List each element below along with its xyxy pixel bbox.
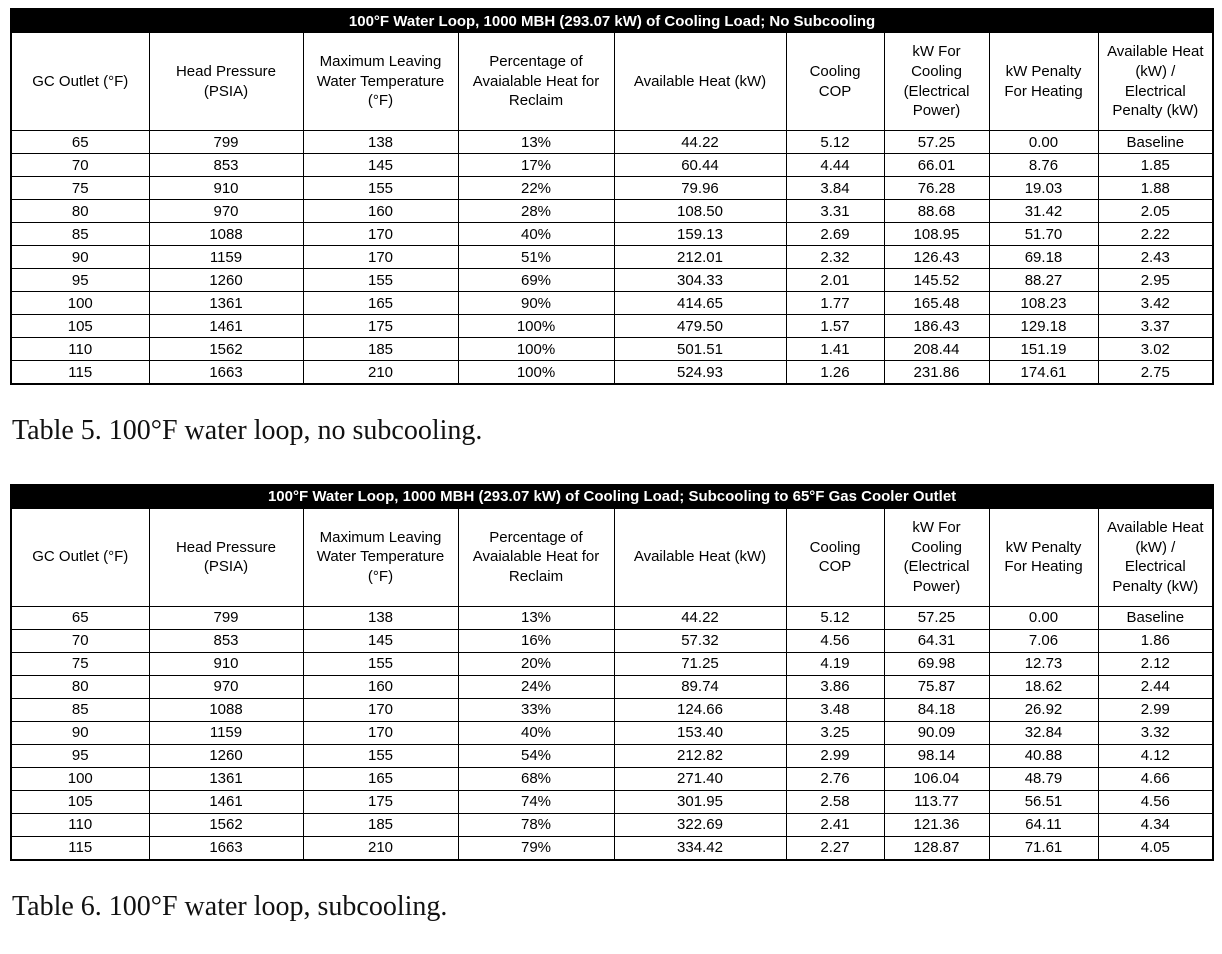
table-cell: 3.02 xyxy=(1098,338,1213,361)
table-cell: 175 xyxy=(303,790,458,813)
table-cell: 75 xyxy=(11,177,149,200)
table-row xyxy=(11,744,1213,767)
table-row xyxy=(11,767,1213,790)
column-header: GC Outlet (°F) xyxy=(11,33,149,131)
table-cell: 100 xyxy=(11,767,149,790)
table-cell: 4.66 xyxy=(1098,767,1213,790)
table-cell: 2.99 xyxy=(786,744,884,767)
table-cell: 1088 xyxy=(149,223,303,246)
table-cell: 16% xyxy=(458,629,614,652)
table-cell: 40.88 xyxy=(989,744,1098,767)
table-cell: 2.12 xyxy=(1098,652,1213,675)
table-cell: 1663 xyxy=(149,361,303,385)
table-cell: 1663 xyxy=(149,836,303,860)
table-row xyxy=(11,813,1213,836)
table-cell: 1361 xyxy=(149,292,303,315)
table-cell: 853 xyxy=(149,629,303,652)
table-cell: 17% xyxy=(458,154,614,177)
table-cell: 8.76 xyxy=(989,154,1098,177)
table-cell: 85 xyxy=(11,223,149,246)
table-row xyxy=(11,606,1213,629)
table-cell: 4.19 xyxy=(786,652,884,675)
table-row xyxy=(11,338,1213,361)
table-cell: 304.33 xyxy=(614,269,786,292)
table-cell: 1.88 xyxy=(1098,177,1213,200)
table-cell: 170 xyxy=(303,223,458,246)
table-row xyxy=(11,675,1213,698)
table-cell: 64.11 xyxy=(989,813,1098,836)
table-cell: 105 xyxy=(11,315,149,338)
table-cell: 4.12 xyxy=(1098,744,1213,767)
table-cell: 160 xyxy=(303,675,458,698)
table-cell: 138 xyxy=(303,131,458,154)
table-row xyxy=(11,200,1213,223)
column-header: Available Heat (kW) / Electrical Penalty (kW) xyxy=(1098,508,1213,606)
table-cell: 22% xyxy=(458,177,614,200)
table-cell: 2.99 xyxy=(1098,698,1213,721)
column-header: Cooling COP xyxy=(786,33,884,131)
table-cell: 3.86 xyxy=(786,675,884,698)
table-cell: 57.25 xyxy=(884,606,989,629)
column-header: Available Heat (kW) xyxy=(614,508,786,606)
table-cell: 76.28 xyxy=(884,177,989,200)
table-cell: 124.66 xyxy=(614,698,786,721)
table-cell: 88.68 xyxy=(884,200,989,223)
table-cell: 108.23 xyxy=(989,292,1098,315)
table-cell: 70 xyxy=(11,629,149,652)
table-cell: 54% xyxy=(458,744,614,767)
table-cell: 155 xyxy=(303,652,458,675)
table-cell: 66.01 xyxy=(884,154,989,177)
table-cell: 155 xyxy=(303,177,458,200)
table-cell: 105 xyxy=(11,790,149,813)
table-cell: 108.50 xyxy=(614,200,786,223)
table-cell: 0.00 xyxy=(989,131,1098,154)
table-cell: 90% xyxy=(458,292,614,315)
column-header: kW For Cooling (Electrical Power) xyxy=(884,33,989,131)
table-cell: 56.51 xyxy=(989,790,1098,813)
table-cell: 74% xyxy=(458,790,614,813)
table-cell: 80 xyxy=(11,675,149,698)
table-cell: 7.06 xyxy=(989,629,1098,652)
table-cell: 170 xyxy=(303,246,458,269)
table-6 xyxy=(10,484,1214,861)
column-header: Maximum Leaving Water Temperature (°F) xyxy=(303,33,458,131)
table-cell: 210 xyxy=(303,361,458,385)
table-6-body xyxy=(11,606,1213,860)
table-5-head xyxy=(11,9,1213,131)
column-header: Cooling COP xyxy=(786,508,884,606)
table-cell: 100 xyxy=(11,292,149,315)
table-cell: 113.77 xyxy=(884,790,989,813)
table-cell: 910 xyxy=(149,177,303,200)
table-cell: Baseline xyxy=(1098,131,1213,154)
table-cell: 75 xyxy=(11,652,149,675)
table-cell: 155 xyxy=(303,269,458,292)
table-cell: 2.69 xyxy=(786,223,884,246)
table-cell: 165 xyxy=(303,292,458,315)
table-6-head xyxy=(11,485,1213,607)
table-cell: 970 xyxy=(149,200,303,223)
table-cell: 68% xyxy=(458,767,614,790)
table-cell: 159.13 xyxy=(614,223,786,246)
table-cell: 165 xyxy=(303,767,458,790)
table-cell: 145.52 xyxy=(884,269,989,292)
table-cell: 138 xyxy=(303,606,458,629)
table-row xyxy=(11,698,1213,721)
table-cell: 115 xyxy=(11,361,149,385)
table-cell: 5.12 xyxy=(786,131,884,154)
table-cell: 208.44 xyxy=(884,338,989,361)
table-cell: 2.43 xyxy=(1098,246,1213,269)
table-row xyxy=(11,269,1213,292)
table-cell: 160 xyxy=(303,200,458,223)
table-cell: 5.12 xyxy=(786,606,884,629)
table-cell: 79% xyxy=(458,836,614,860)
table-cell: 108.95 xyxy=(884,223,989,246)
table-5-caption: Table 5. 100°F water loop, no subcooling. xyxy=(12,415,483,446)
table-cell: 322.69 xyxy=(614,813,786,836)
table6-section xyxy=(10,484,1212,923)
table-cell: 212.01 xyxy=(614,246,786,269)
table-cell: 28% xyxy=(458,200,614,223)
table-row xyxy=(11,154,1213,177)
table-cell: 799 xyxy=(149,606,303,629)
table-cell: 2.22 xyxy=(1098,223,1213,246)
table-cell: 78% xyxy=(458,813,614,836)
table-cell: 48.79 xyxy=(989,767,1098,790)
table-cell: 151.19 xyxy=(989,338,1098,361)
table-cell: 170 xyxy=(303,698,458,721)
table-cell: 57.25 xyxy=(884,131,989,154)
table-cell: 1.85 xyxy=(1098,154,1213,177)
table-cell: 71.61 xyxy=(989,836,1098,860)
table-cell: 95 xyxy=(11,269,149,292)
table-cell: 1562 xyxy=(149,338,303,361)
table-cell: 69% xyxy=(458,269,614,292)
table-cell: 2.75 xyxy=(1098,361,1213,385)
table-cell: 4.05 xyxy=(1098,836,1213,860)
table-cell: 89.74 xyxy=(614,675,786,698)
table-cell: 271.40 xyxy=(614,767,786,790)
table-cell: 186.43 xyxy=(884,315,989,338)
table-cell: 24% xyxy=(458,675,614,698)
table-cell: 90 xyxy=(11,721,149,744)
column-header: Available Heat (kW) xyxy=(614,33,786,131)
table-cell: 80 xyxy=(11,200,149,223)
table-cell: 2.05 xyxy=(1098,200,1213,223)
table-cell: 165.48 xyxy=(884,292,989,315)
column-header: Head Pressure (PSIA) xyxy=(149,33,303,131)
table-row xyxy=(11,223,1213,246)
table-cell: 970 xyxy=(149,675,303,698)
table-cell: 26.92 xyxy=(989,698,1098,721)
table-cell: 212.82 xyxy=(614,744,786,767)
table-row xyxy=(11,315,1213,338)
table-cell: 70 xyxy=(11,154,149,177)
table-cell: 3.84 xyxy=(786,177,884,200)
table-cell: 79.96 xyxy=(614,177,786,200)
table-cell: 71.25 xyxy=(614,652,786,675)
table-cell: 1260 xyxy=(149,744,303,767)
table-cell: 1.57 xyxy=(786,315,884,338)
table-cell: 129.18 xyxy=(989,315,1098,338)
table-cell: 65 xyxy=(11,131,149,154)
column-header: Maximum Leaving Water Temperature (°F) xyxy=(303,508,458,606)
table-cell: 3.31 xyxy=(786,200,884,223)
table-cell: 1.26 xyxy=(786,361,884,385)
table-row xyxy=(11,131,1213,154)
table-cell: 100% xyxy=(458,338,614,361)
table-cell: 155 xyxy=(303,744,458,767)
table-cell: 121.36 xyxy=(884,813,989,836)
table-5 xyxy=(10,8,1214,385)
table-cell: 88.27 xyxy=(989,269,1098,292)
table-cell: 44.22 xyxy=(614,606,786,629)
table-cell: 4.56 xyxy=(1098,790,1213,813)
table-cell: 44.22 xyxy=(614,131,786,154)
table-cell: 185 xyxy=(303,813,458,836)
table-cell: 31.42 xyxy=(989,200,1098,223)
table-cell: 4.44 xyxy=(786,154,884,177)
table-cell: 524.93 xyxy=(614,361,786,385)
table-row xyxy=(11,292,1213,315)
table-cell: 19.03 xyxy=(989,177,1098,200)
table-cell: 18.62 xyxy=(989,675,1098,698)
table-cell: 64.31 xyxy=(884,629,989,652)
table-cell: 3.32 xyxy=(1098,721,1213,744)
table-cell: 501.51 xyxy=(614,338,786,361)
table-cell: 799 xyxy=(149,131,303,154)
table-cell: 853 xyxy=(149,154,303,177)
table-cell: 1159 xyxy=(149,246,303,269)
table-cell: 1562 xyxy=(149,813,303,836)
table-cell: 4.56 xyxy=(786,629,884,652)
table-cell: 40% xyxy=(458,223,614,246)
table-cell: 128.87 xyxy=(884,836,989,860)
table-cell: 95 xyxy=(11,744,149,767)
table-cell: 51% xyxy=(458,246,614,269)
table-row xyxy=(11,177,1213,200)
table-row xyxy=(11,836,1213,860)
table-cell: 2.41 xyxy=(786,813,884,836)
table-cell: 69.98 xyxy=(884,652,989,675)
table-cell: 3.37 xyxy=(1098,315,1213,338)
table-cell: 1260 xyxy=(149,269,303,292)
table-cell: 98.14 xyxy=(884,744,989,767)
table-cell: 110 xyxy=(11,338,149,361)
table-cell: 106.04 xyxy=(884,767,989,790)
table-cell: 174.61 xyxy=(989,361,1098,385)
table-cell: 100% xyxy=(458,361,614,385)
table-cell: 145 xyxy=(303,629,458,652)
table-cell: 2.32 xyxy=(786,246,884,269)
table-cell: 13% xyxy=(458,131,614,154)
table-cell: 210 xyxy=(303,836,458,860)
table-6-caption: Table 6. 100°F water loop, subcooling. xyxy=(12,890,448,922)
table-cell: 126.43 xyxy=(884,246,989,269)
table-cell: 65 xyxy=(11,606,149,629)
table-row xyxy=(11,629,1213,652)
table-cell: 51.70 xyxy=(989,223,1098,246)
table-cell: 153.40 xyxy=(614,721,786,744)
table-cell: Baseline xyxy=(1098,606,1213,629)
table-cell: 414.65 xyxy=(614,292,786,315)
column-header: kW Penalty For Heating xyxy=(989,508,1098,606)
table-cell: 12.73 xyxy=(989,652,1098,675)
table-cell: 2.95 xyxy=(1098,269,1213,292)
table-cell: 69.18 xyxy=(989,246,1098,269)
table-cell: 33% xyxy=(458,698,614,721)
table-cell: 110 xyxy=(11,813,149,836)
table-cell: 231.86 xyxy=(884,361,989,385)
table-cell: 2.44 xyxy=(1098,675,1213,698)
table-cell: 1461 xyxy=(149,790,303,813)
table-cell: 2.58 xyxy=(786,790,884,813)
table-cell: 13% xyxy=(458,606,614,629)
table-title-row xyxy=(11,9,1213,33)
table-cell: 40% xyxy=(458,721,614,744)
table-cell: 57.32 xyxy=(614,629,786,652)
column-header: Percentage of Avaialable Heat for Reclaim xyxy=(458,33,614,131)
table-cell: 1361 xyxy=(149,767,303,790)
table-cell: 0.00 xyxy=(989,606,1098,629)
table-title-row xyxy=(11,485,1213,509)
table-row xyxy=(11,721,1213,744)
table-cell: 145 xyxy=(303,154,458,177)
table-cell: 1.77 xyxy=(786,292,884,315)
table-cell: 100% xyxy=(458,315,614,338)
table-cell: 3.25 xyxy=(786,721,884,744)
column-header: Available Heat (kW) / Electrical Penalty (kW) xyxy=(1098,33,1213,131)
table-row xyxy=(11,652,1213,675)
column-header: Head Pressure (PSIA) xyxy=(149,508,303,606)
column-header-row xyxy=(11,508,1213,606)
table-cell: 301.95 xyxy=(614,790,786,813)
table-cell: 170 xyxy=(303,721,458,744)
table-cell: 3.42 xyxy=(1098,292,1213,315)
table-5-title: 100°F Water Loop, 1000 MBH (293.07 kW) of Cooling Load; No Subcooling xyxy=(11,9,1213,33)
table-cell: 20% xyxy=(458,652,614,675)
table-cell: 175 xyxy=(303,315,458,338)
table-cell: 1159 xyxy=(149,721,303,744)
column-header-row xyxy=(11,33,1213,131)
table-cell: 75.87 xyxy=(884,675,989,698)
table-cell: 2.27 xyxy=(786,836,884,860)
table-cell: 4.34 xyxy=(1098,813,1213,836)
table-cell: 1.41 xyxy=(786,338,884,361)
table-cell: 2.76 xyxy=(786,767,884,790)
table-cell: 1461 xyxy=(149,315,303,338)
table-cell: 910 xyxy=(149,652,303,675)
table-cell: 3.48 xyxy=(786,698,884,721)
table-row xyxy=(11,790,1213,813)
table5-section xyxy=(10,8,1212,447)
table-cell: 115 xyxy=(11,836,149,860)
table-cell: 479.50 xyxy=(614,315,786,338)
table-cell: 1.86 xyxy=(1098,629,1213,652)
table-cell: 2.01 xyxy=(786,269,884,292)
table-cell: 84.18 xyxy=(884,698,989,721)
table-cell: 32.84 xyxy=(989,721,1098,744)
table-cell: 1088 xyxy=(149,698,303,721)
table-row xyxy=(11,246,1213,269)
table-cell: 60.44 xyxy=(614,154,786,177)
table-cell: 85 xyxy=(11,698,149,721)
column-header: kW Penalty For Heating xyxy=(989,33,1098,131)
column-header: Percentage of Avaialable Heat for Reclaim xyxy=(458,508,614,606)
table-6-title: 100°F Water Loop, 1000 MBH (293.07 kW) of Cooling Load; Subcooling to 65°F Gas Cooler Outlet xyxy=(11,485,1213,509)
table-cell: 185 xyxy=(303,338,458,361)
table-cell: 90 xyxy=(11,246,149,269)
table-5-body xyxy=(11,131,1213,385)
table-cell: 90.09 xyxy=(884,721,989,744)
table-row xyxy=(11,361,1213,385)
column-header: kW For Cooling (Electrical Power) xyxy=(884,508,989,606)
table-cell: 334.42 xyxy=(614,836,786,860)
column-header: GC Outlet (°F) xyxy=(11,508,149,606)
